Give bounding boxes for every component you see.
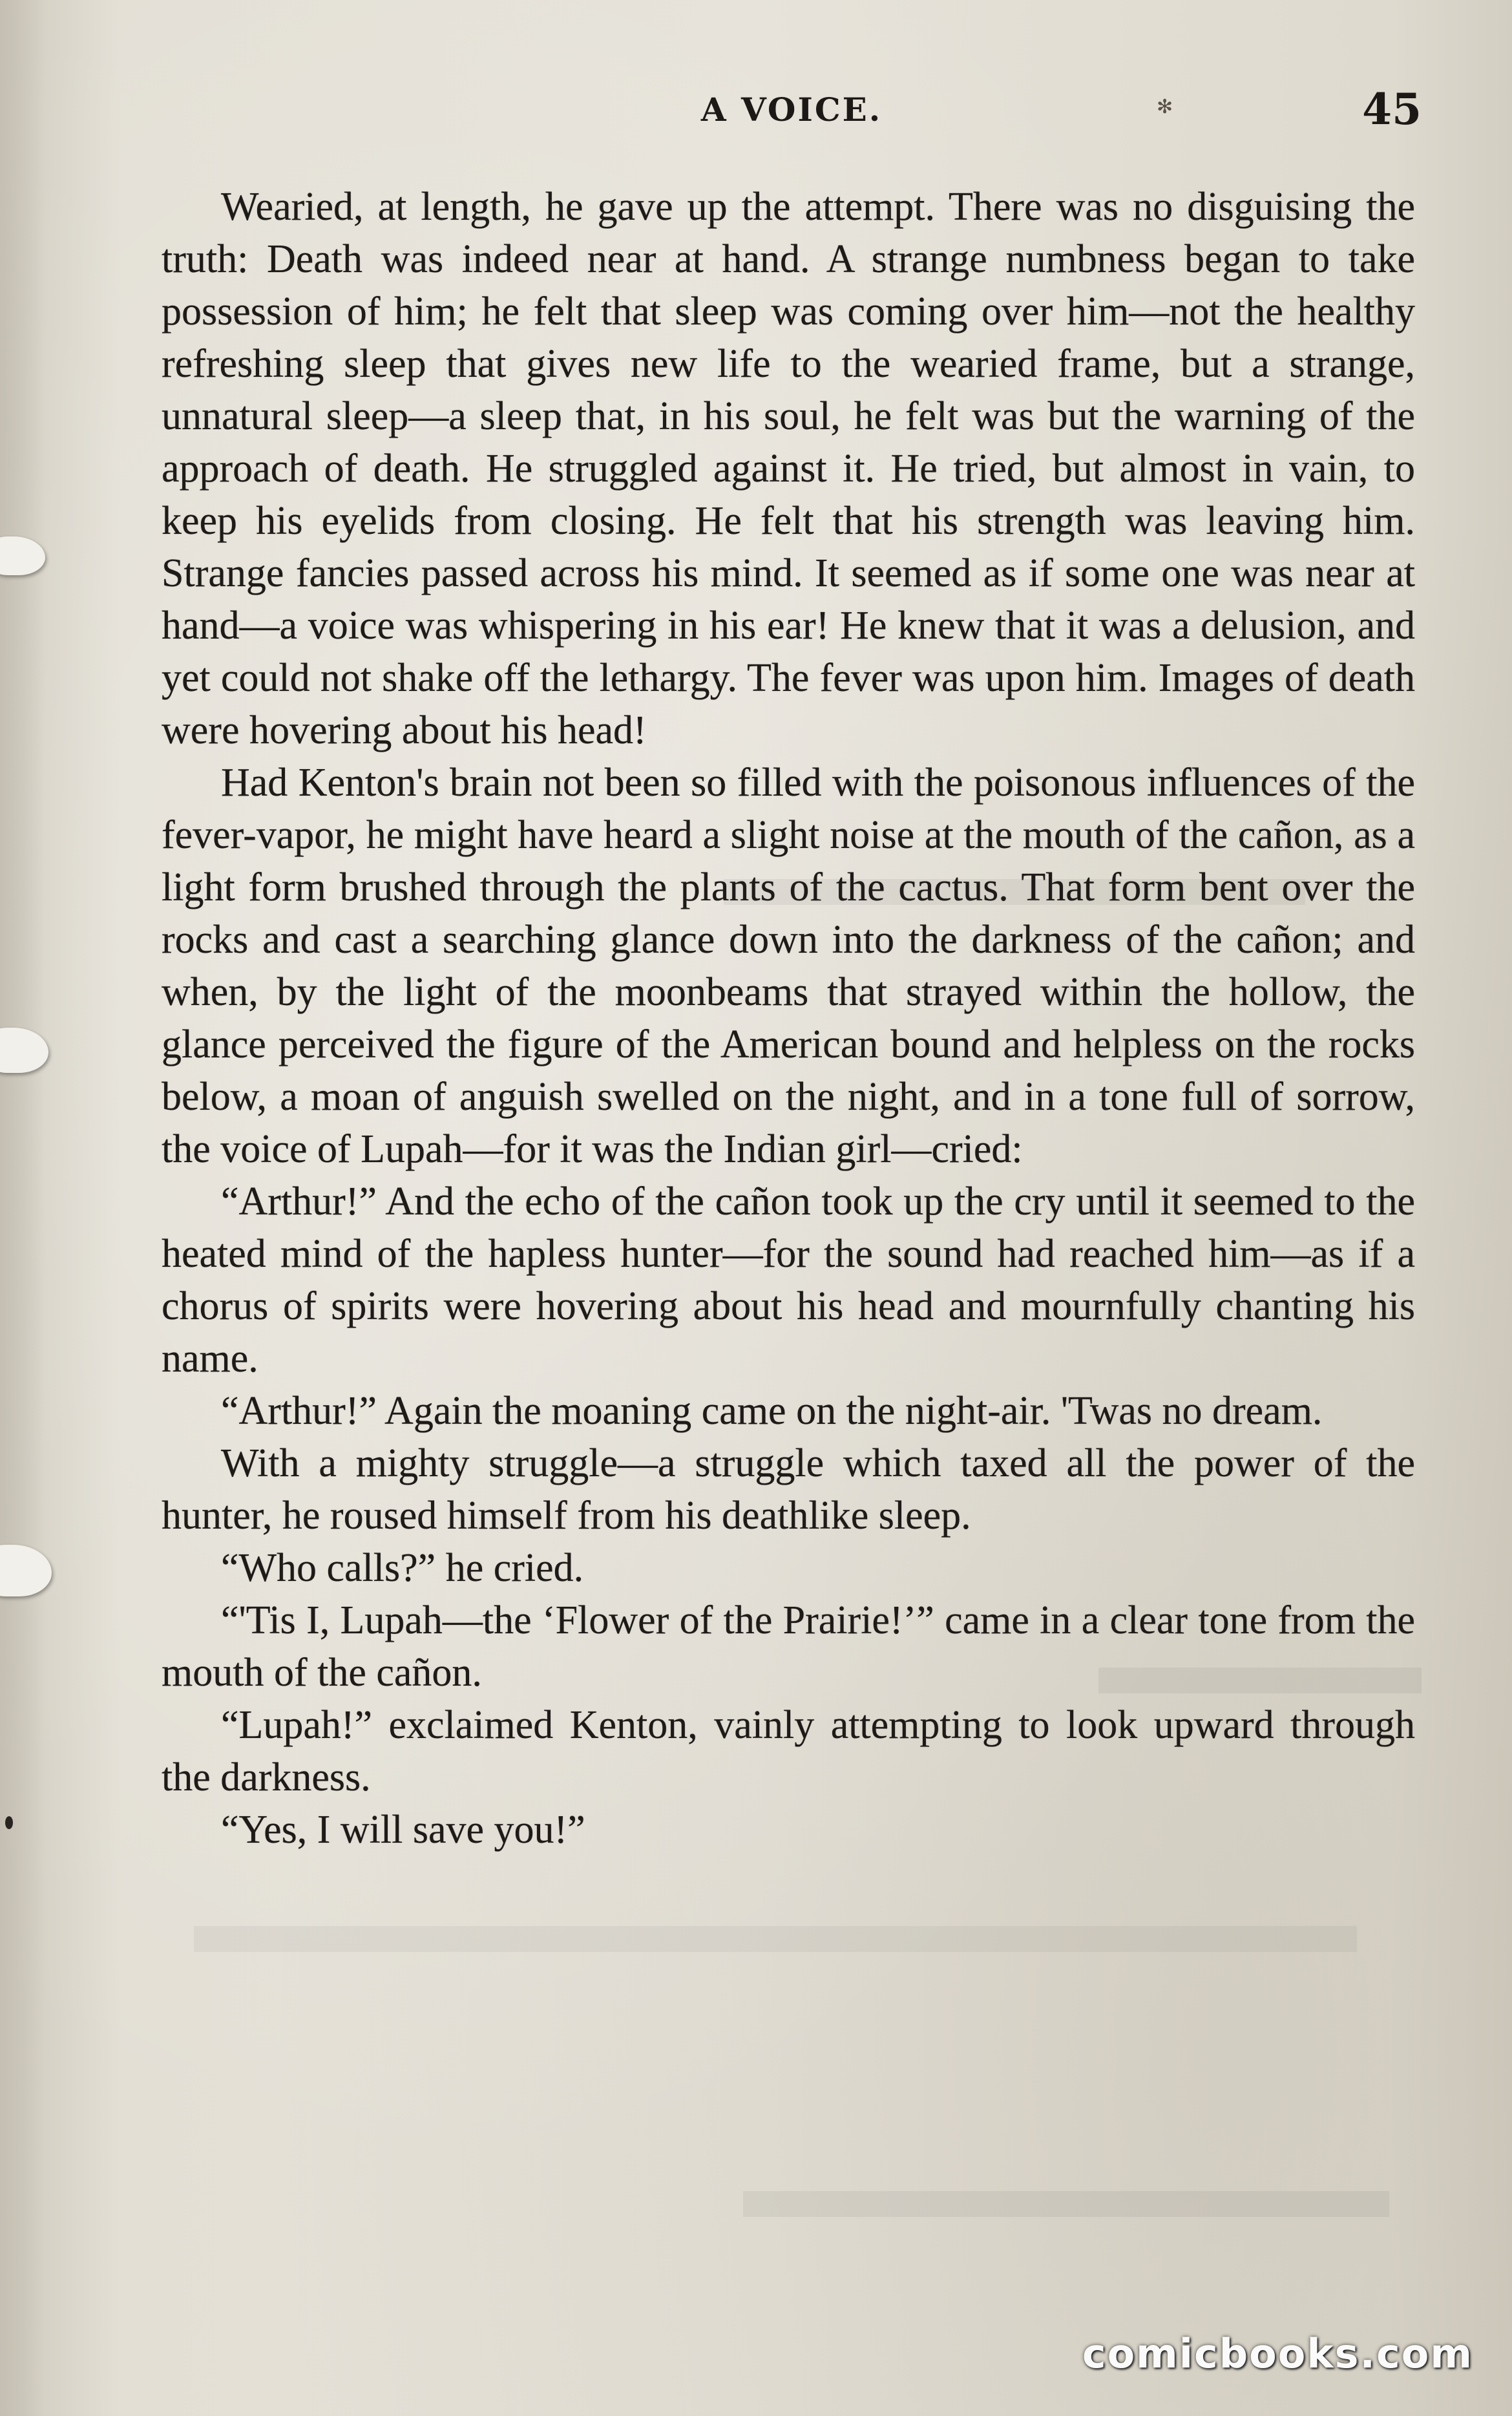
paragraph: “Lupah!” exclaimed Kenton, vainly attempting to look upward through the darkness. (162, 1703, 1415, 1799)
paragraph: “Arthur!” And the echo of the cañon took up the cry until it seemed to the heated mind of the hapless hunter—for the sound had reached him—as if a chorus of spirits were hovering about his head and mournfully chanting his name. (162, 1180, 1415, 1381)
ink-speck (5, 1816, 13, 1829)
body-text (162, 181, 1415, 1856)
paragraph: Had Kenton's brain not been so filled with the poisonous influences of the fever-vapor, he might have heard a slight noise at the mouth of the cañon, as a light form brushed through the plants of the cactus. That form bent over the rocks and cast a searching glance down into the darkness of the cañon; and when, by the light of the moonbeams that strayed within the hollow, the glance perceived the figure of the American bound and helpless on the rocks below, a moan of anguish swelled on the night, and in a tone full of sorrow, the voice of Lupah—for it was the Indian girl—cried: (162, 761, 1415, 1171)
printer-mark: ✻ (1157, 96, 1173, 118)
paragraph: “'Tis I, Lupah—the ‘Flower of the Prairie!’” came in a clear tone from the mouth of the cañon. (162, 1598, 1415, 1695)
site-watermark: comicbooks.com (1082, 2330, 1473, 2377)
paragraph: “Arthur!” Again the moaning came on the night-air. 'Twas no dream. (221, 1389, 1323, 1433)
show-through-shadow (743, 2191, 1389, 2217)
page-header (162, 84, 1422, 136)
page-edge-shadow (0, 0, 45, 2416)
page-number: 45 (1362, 84, 1422, 134)
paragraph: With a mighty struggle—a struggle which taxed all the power of the hunter, he roused himself from his deathlike sleep. (162, 1441, 1415, 1538)
running-head: A VOICE. (700, 90, 883, 129)
paragraph: Wearied, at length, he gave up the attempt. There was no disguising the truth: Death was indeed near at hand. A strange numbness began to take possession of him; he felt that sleep was coming over him—not the healthy refreshing sleep that gives new life to the wearied frame, but a strange, unnatural sleep—a sleep that, in his soul, he felt was but the warning of the approach of death. He struggled against it. He tried, but almost in vain, to keep his eyelids from closing. He felt that his strength was leaving him. Strange fancies passed across his mind. It seemed as if some one was near at hand—a voice was whispering in his ear! He knew that it was a delusion, and yet could not shake off the lethargy. The fever was upon him. Images of death were hovering about his head! (162, 185, 1415, 752)
paragraph: “Who calls?” he cried. (221, 1546, 584, 1590)
show-through-shadow (194, 1926, 1357, 1952)
paragraph: “Yes, I will save you!” (221, 1808, 585, 1852)
